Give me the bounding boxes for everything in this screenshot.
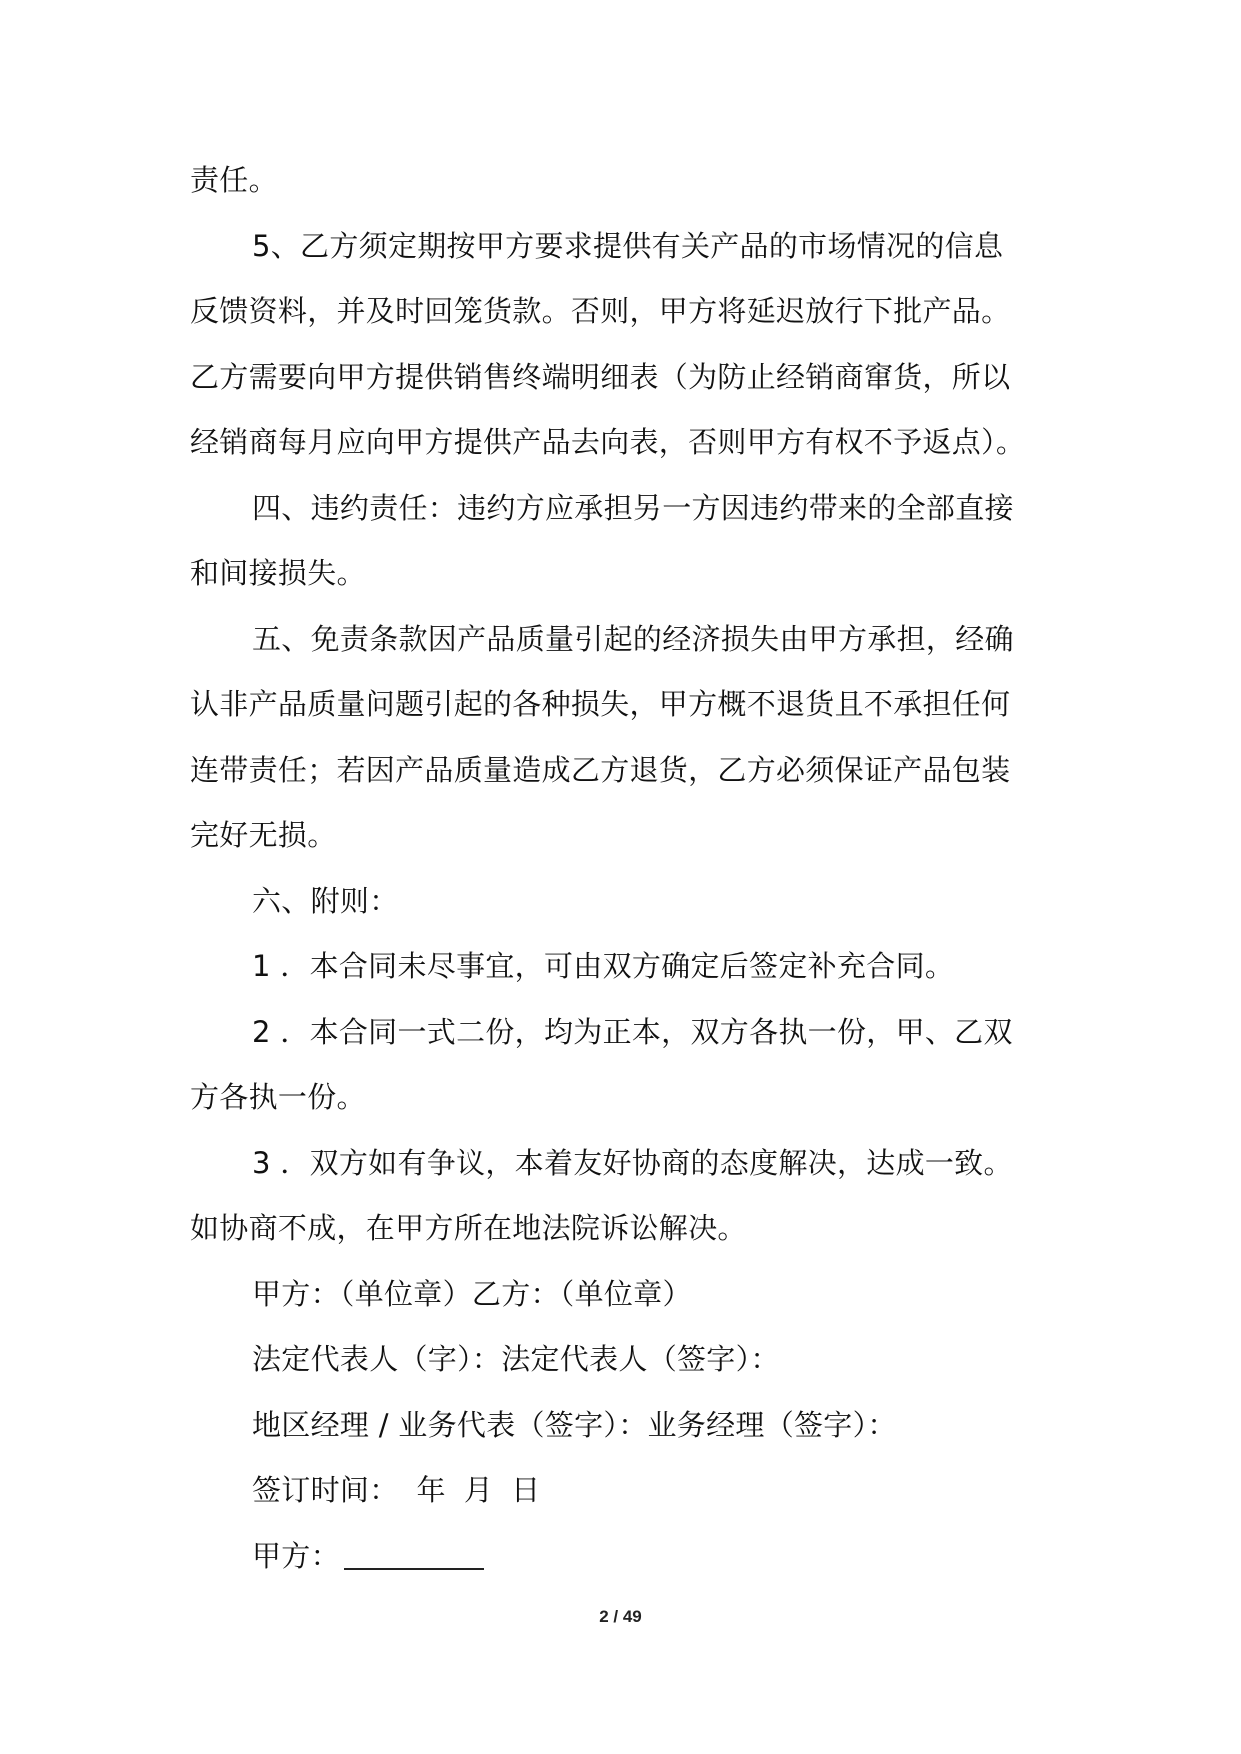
text-line: 5、乙方须定期按甲方要求提供有关产品的市场情况的信息 xyxy=(252,228,1004,263)
text-line: 1 ．本合同未尽事宜，可由双方确定后签定补充合同。 xyxy=(252,949,955,983)
party-a-label: 甲方： xyxy=(252,1538,340,1573)
sign-date-label: 签订时间： xyxy=(252,1473,399,1507)
text-line: 2 ．本合同一式二份，均为正本，双方各执一份，甲、乙双 xyxy=(252,1014,1013,1049)
text-line: 3 ．双方如有争议，本着友好协商的态度解决，达成一致。 xyxy=(252,1145,1013,1180)
text-line: 完好无损。 xyxy=(190,818,337,852)
text-line: 五、免责条款因产品质量引起的经济损失由甲方承担，经确 xyxy=(252,621,1014,656)
text-line: 如协商不成，在甲方所在地法院诉讼解决。 xyxy=(190,1211,747,1245)
sign-date-day: 日 xyxy=(511,1473,541,1507)
signature-party-line: 甲方：（单位章）乙方：（单位章） xyxy=(252,1276,692,1311)
text-line: 连带责任；若因产品质量造成乙方退货，乙方必须保证产品包装 xyxy=(190,752,1011,787)
sign-date-month: 月 xyxy=(463,1473,494,1507)
party-a-blank xyxy=(344,1532,484,1570)
text-line: 方各执一份。 xyxy=(190,1080,366,1114)
legal-rep-line: 法定代表人（字）：法定代表人（签字）： xyxy=(252,1342,780,1376)
sign-date-year: 年 xyxy=(416,1473,446,1507)
text-line: 认非产品质量问题引起的各种损失，甲方概不退货且不承担任何 xyxy=(190,687,1011,721)
text-line: 六、附则： xyxy=(252,883,399,918)
sign-date-line xyxy=(190,1458,1060,1524)
text-line: 乙方需要向甲方提供销售终端明细表（为防止经销商窜货，所以 xyxy=(190,359,1011,394)
page-number: 2 / 49 xyxy=(599,1607,642,1626)
text-line: 责任。 xyxy=(190,163,278,197)
text-line: 经销商每月应向甲方提供产品去向表，否则甲方有权不予返点）。 xyxy=(190,425,1026,459)
text-line: 和间接损失。 xyxy=(190,556,366,590)
manager-line: 地区经理 / 业务代表（签字）：业务经理（签字）： xyxy=(252,1407,897,1442)
document-body xyxy=(190,148,1060,1589)
text-line: 四、违约责任：违约方应承担另一方因违约带来的全部直接 xyxy=(252,490,1014,525)
text-line: 反馈资料，并及时回笼货款。否则，甲方将延迟放行下批产品。 xyxy=(190,294,1011,328)
party-a-line xyxy=(190,1524,1060,1590)
